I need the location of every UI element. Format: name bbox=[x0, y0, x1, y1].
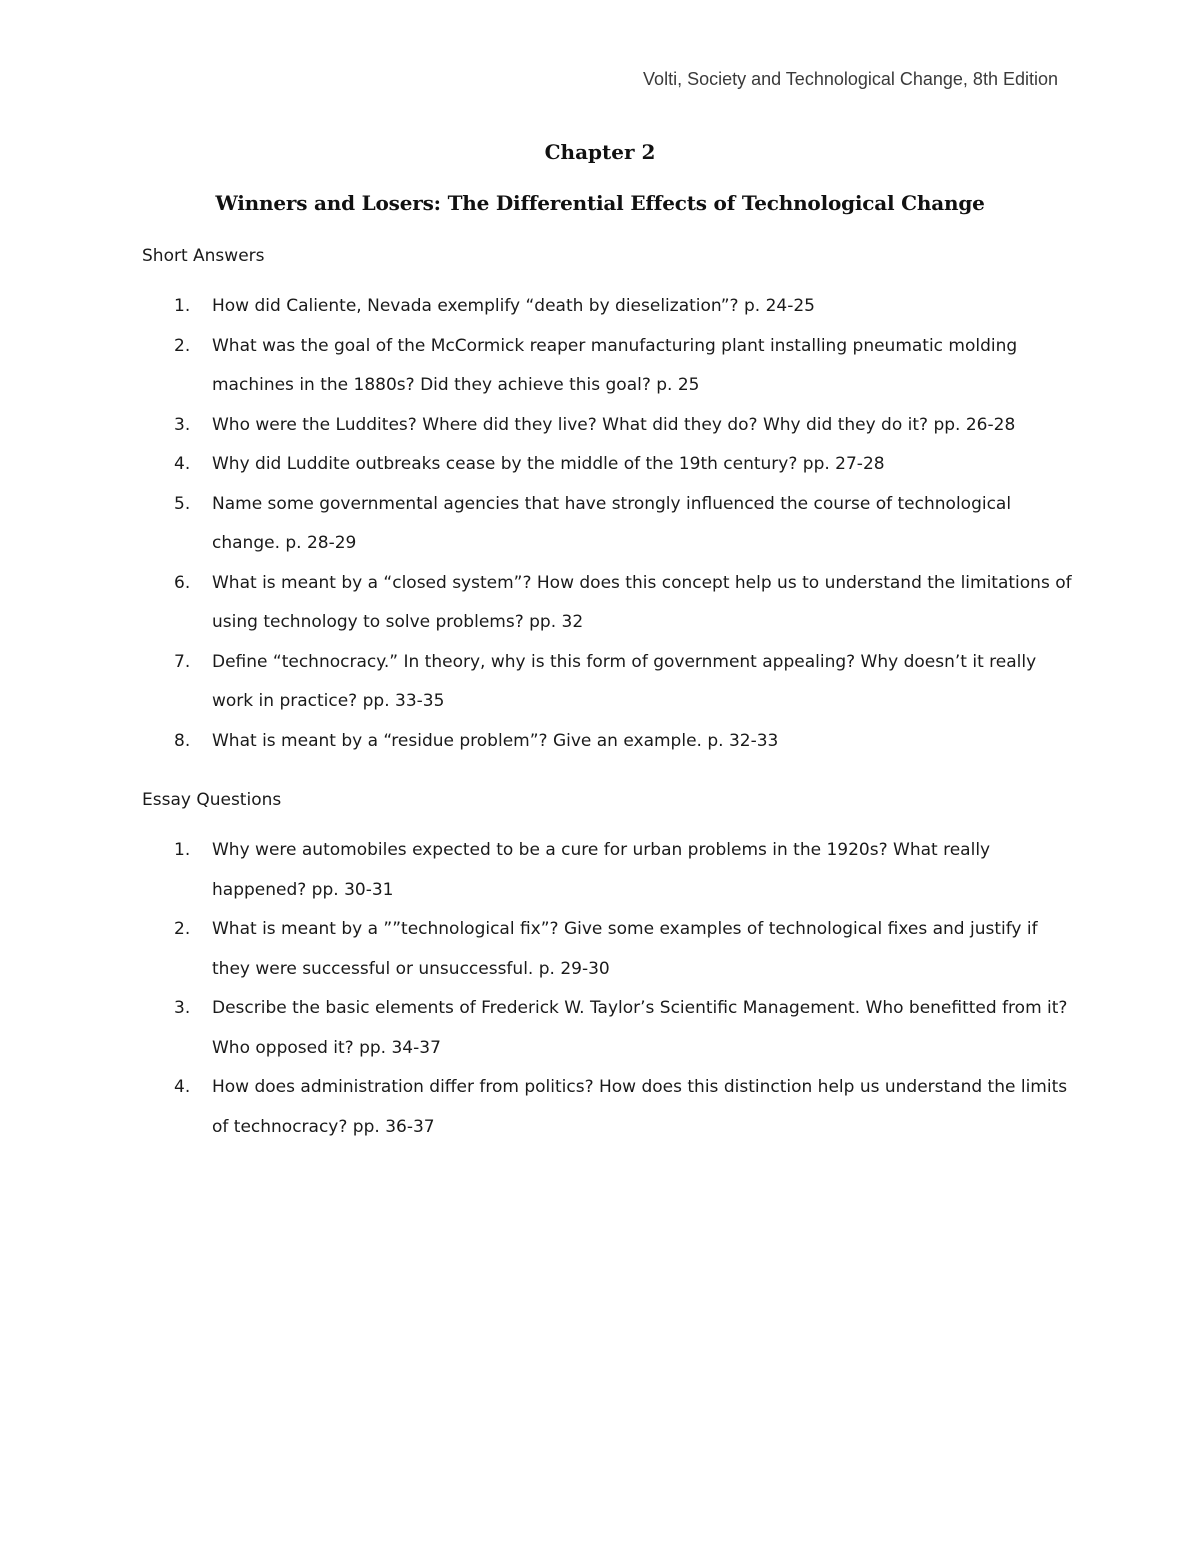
chapter-number: Chapter 2 bbox=[544, 140, 656, 164]
item-number: 1. bbox=[174, 296, 191, 316]
item-number: 2. bbox=[174, 335, 191, 356]
item-text: What was the goal of the McCormick reaper manufacturing plant installing pneumatic molding machines in the 1880s? Did they achieve this goal? p. 25 bbox=[212, 335, 1018, 395]
item-text: Name some governmental agencies that have strongly influenced the course of technological change. p. 28-29 bbox=[212, 493, 1012, 553]
essay-questions-list bbox=[142, 831, 1072, 1147]
item-number: 2. bbox=[174, 919, 191, 939]
list-item bbox=[142, 327, 1072, 406]
item-text: What is meant by a “closed system”? How does this concept help us to understand the limitations of using technology to solve problems? pp. 32 bbox=[212, 572, 1072, 632]
item-number: 8. bbox=[174, 730, 191, 751]
item-number: 7. bbox=[174, 651, 191, 672]
item-number: 4. bbox=[174, 1077, 191, 1097]
list-item bbox=[142, 287, 1072, 327]
item-text: Describe the basic elements of Frederick W. Taylor’s Scientific Management. Who benefitted from it? Who opposed it? pp. 34-37 bbox=[212, 998, 1068, 1058]
item-text: Define “technocracy.” In theory, why is this form of government appealing? Why doesn’t it really work in practice? pp. 33-35 bbox=[212, 651, 1037, 711]
item-text: What is meant by a ””technological fix”? Give some examples of technological fixes and justify if they were successful or unsuccessful. p. 29-30 bbox=[212, 919, 1038, 979]
item-number: 4. bbox=[174, 454, 191, 474]
item-text: Who were the Luddites? Where did they live? What did they do? Why did they do it? pp. 26-28 bbox=[212, 414, 1016, 435]
item-number: 6. bbox=[174, 572, 191, 593]
list-item bbox=[142, 722, 1072, 762]
item-number: 1. bbox=[174, 840, 191, 860]
short-answers-list bbox=[142, 287, 1072, 761]
item-text: Why were automobiles expected to be a cure for urban problems in the 1920s? What really happened? pp. 30-31 bbox=[212, 840, 991, 900]
running-header: Volti, Society and Technological Change, 8th Edition bbox=[643, 69, 1058, 89]
list-item bbox=[142, 831, 1072, 910]
item-number: 5. bbox=[174, 493, 191, 514]
list-item bbox=[142, 643, 1072, 722]
list-item bbox=[142, 445, 1072, 485]
list-item bbox=[142, 564, 1072, 643]
item-text: Why did Luddite outbreaks cease by the middle of the 19th century? pp. 27-28 bbox=[212, 454, 885, 474]
list-item bbox=[142, 910, 1072, 989]
item-text: What is meant by a “residue problem”? Give an example. p. 32-33 bbox=[212, 730, 779, 751]
item-number: 3. bbox=[174, 414, 191, 435]
item-text: How did Caliente, Nevada exemplify “death by dieselization”? p. 24-25 bbox=[212, 296, 815, 316]
item-number: 3. bbox=[174, 998, 191, 1018]
list-item bbox=[142, 485, 1072, 564]
item-text: How does administration differ from politics? How does this distinction help us understand the limits of technocracy? pp. 36-37 bbox=[212, 1077, 1068, 1137]
list-item bbox=[142, 1068, 1072, 1147]
essay-questions-heading: Essay Questions bbox=[142, 790, 282, 810]
short-answers-heading: Short Answers bbox=[142, 246, 265, 266]
list-item bbox=[142, 406, 1072, 446]
chapter-title: Winners and Losers: The Differential Effects of Technological Change bbox=[215, 191, 985, 215]
list-item bbox=[142, 989, 1072, 1068]
